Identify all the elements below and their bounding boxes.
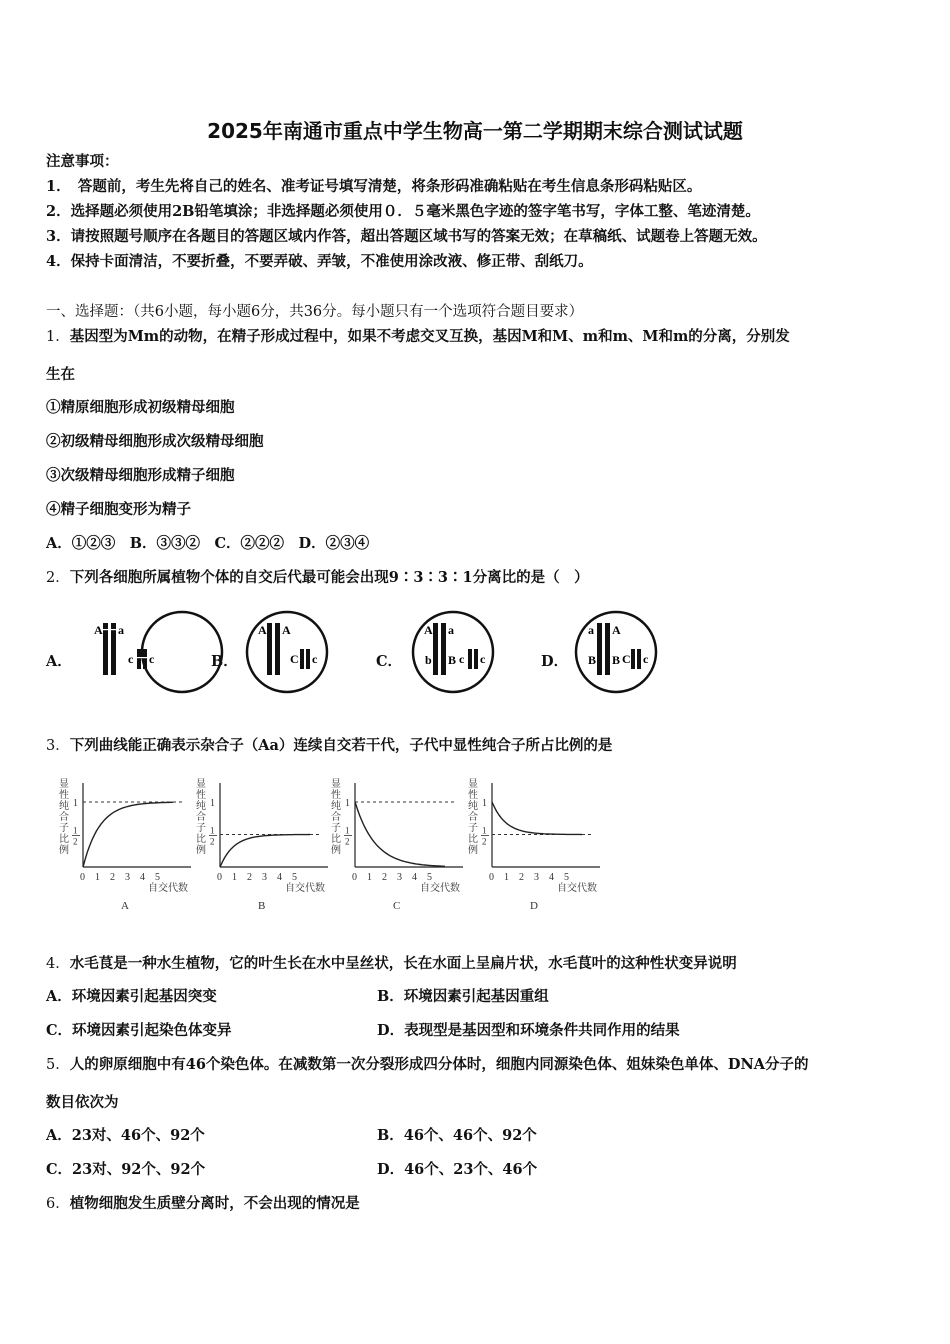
notice-heading: 注意事项： — [46, 153, 119, 170]
x-axis-label: 自交代数 — [420, 883, 460, 894]
y-axis-label: 显 — [196, 779, 206, 790]
y-axis-label: 子 — [331, 823, 341, 834]
y-axis-label: 例 — [468, 845, 478, 856]
q1-item-4: ④精子细胞变形为精子 — [46, 501, 191, 518]
gene-label: A — [282, 623, 291, 637]
y-axis-label: 性 — [59, 790, 69, 801]
curve-line — [220, 835, 310, 868]
question-2 — [46, 569, 589, 587]
q5-option-d: D．46个、23个、46个 — [377, 1161, 538, 1178]
question-3 — [46, 737, 612, 755]
y-tick-label: 2 — [210, 836, 215, 847]
gene-label: C — [622, 652, 631, 666]
y-tick-label: 1 — [73, 798, 78, 809]
gene-label: a — [588, 623, 594, 637]
x-tick-label: 2 — [247, 872, 252, 883]
question-stem: 人的卵原细胞中有46个染色体。在减数第一次分裂形成四分体时，细胞内同源染色体、姐妹染色单体、DNA分子的 — [69, 1056, 809, 1073]
panel-label: B — [258, 900, 266, 912]
y-axis-label: 比 — [468, 834, 478, 845]
q5-option-a: A．23对、46个、92个 — [46, 1127, 205, 1144]
notice-item-3: 3．请按照题号顺序在各题目的答题区域内作答，超出答题区域书写的答案无效；在草稿纸、试题卷上答题无效。 — [46, 228, 767, 245]
gene-label: B — [448, 653, 457, 667]
notice-item-1: 1． 答题前，考生先将自己的姓名、准考证号填写清楚，将条形码准确粘贴在考生信息条形码粘贴区。 — [46, 178, 702, 195]
question-number: 5． — [46, 1057, 70, 1073]
y-axis-label: 显 — [468, 779, 478, 790]
y-tick-label: 1 — [210, 798, 215, 809]
x-tick-label: 2 — [519, 872, 524, 883]
y-axis-label: 纯 — [468, 801, 478, 812]
x-tick-label: 0 — [80, 872, 85, 883]
gene-label: c — [312, 652, 318, 666]
y-axis-label: 合 — [59, 812, 69, 823]
x-tick-label: 0 — [217, 872, 222, 883]
y-axis-label: 合 — [196, 812, 206, 823]
x-tick-label: 5 — [155, 872, 160, 883]
x-tick-label: 2 — [382, 872, 387, 883]
q2-label-d: D． — [541, 653, 569, 670]
gene-label: b — [425, 653, 432, 667]
x-axis-label: 自交代数 — [285, 883, 325, 894]
q5-option-c: C．23对、92个、92个 — [46, 1161, 206, 1178]
question-number: 4． — [46, 956, 70, 972]
y-tick-label: 2 — [345, 836, 350, 847]
question-number: 3． — [46, 738, 70, 754]
y-axis-label: 显 — [331, 779, 341, 790]
question-number: 6． — [46, 1196, 70, 1212]
cell-c — [413, 612, 493, 692]
y-axis-label: 子 — [196, 823, 206, 834]
cell-b — [247, 612, 327, 692]
question-1-stem-cont: 生在 — [46, 366, 75, 383]
x-tick-label: 1 — [95, 872, 100, 883]
y-axis-label: 比 — [196, 834, 206, 845]
x-tick-label: 3 — [125, 872, 130, 883]
y-tick-label: 1 — [482, 798, 487, 809]
y-axis-label: 合 — [468, 812, 478, 823]
y-axis-label: 例 — [331, 845, 341, 856]
y-tick-label: 1 — [210, 825, 215, 836]
q4-option-b: B．环境因素引起基因重组 — [377, 988, 549, 1005]
y-axis-label: 例 — [196, 845, 206, 856]
x-tick-label: 4 — [140, 872, 145, 883]
y-axis-label: 性 — [468, 790, 478, 801]
q1-options: A．①②③ B．③③② C．②②② D．②③④ — [46, 535, 370, 552]
x-axis-label: 自交代数 — [148, 883, 188, 894]
gene-label: A — [612, 623, 621, 637]
y-axis-label: 比 — [59, 834, 69, 845]
gene-label: c — [149, 652, 155, 666]
x-tick-label: 5 — [427, 872, 432, 883]
x-tick-label: 4 — [277, 872, 282, 883]
q4-option-d: D．表现型是基因型和环境条件共同作用的结果 — [377, 1022, 680, 1039]
question-number: 2． — [46, 570, 70, 586]
y-axis-label: 纯 — [196, 801, 206, 812]
panel-label: D — [530, 900, 538, 912]
gene-label: a — [448, 623, 454, 637]
curve-graphs — [55, 775, 615, 915]
gene-label: C — [290, 652, 299, 666]
section-heading: 一、选择题：（共6小题，每小题6分，共36分。每小题只有一个选项符合题目要求） — [46, 304, 584, 320]
y-axis-label: 性 — [331, 790, 341, 801]
q2-label-c: C． — [376, 653, 403, 670]
q4-option-a: A．环境因素引起基因突变 — [46, 988, 217, 1005]
gene-label: c — [459, 652, 465, 666]
x-tick-label: 1 — [232, 872, 237, 883]
page-title: 2025年南通市重点中学生物高一第二学期期末综合测试试题 — [207, 119, 743, 143]
y-tick-label: 2 — [482, 836, 487, 847]
cell-a — [94, 612, 222, 692]
notice-item-2: 2．选择题必须使用2B铅笔填涂；非选择题必须使用０．５毫米黑色字迹的签字笔书写，字体工整、笔迹清楚。 — [46, 203, 760, 220]
question-stem: 下列曲线能正确表示杂合子（Aa）连续自交若干代，子代中显性纯合子所占比例的是 — [69, 737, 613, 754]
q1-item-1: ①精原细胞形成初级精母细胞 — [46, 399, 235, 416]
cell-diagrams — [60, 605, 680, 695]
y-axis-label: 纯 — [59, 801, 69, 812]
x-tick-label: 4 — [549, 872, 554, 883]
y-axis-label: 纯 — [331, 801, 341, 812]
y-axis-label: 子 — [468, 823, 478, 834]
x-tick-label: 3 — [397, 872, 402, 883]
y-tick-label: 2 — [73, 836, 78, 847]
curve-line — [83, 802, 173, 867]
x-tick-label: 1 — [367, 872, 372, 883]
x-tick-label: 3 — [262, 872, 267, 883]
x-axis-label: 自交代数 — [557, 883, 597, 894]
q2-label-a: A． — [46, 653, 72, 670]
panel-label: A — [121, 900, 129, 912]
x-tick-label: 5 — [564, 872, 569, 883]
q1-item-3: ③次级精母细胞形成精子细胞 — [46, 467, 235, 484]
y-tick-label: 1 — [345, 798, 350, 809]
x-tick-label: 0 — [489, 872, 494, 883]
x-tick-label: 1 — [504, 872, 509, 883]
question-1 — [46, 328, 790, 346]
gene-label: A — [424, 623, 433, 637]
gene-label: c — [128, 652, 134, 666]
x-tick-label: 5 — [292, 872, 297, 883]
gene-label: A — [258, 623, 267, 637]
y-axis-label: 性 — [196, 790, 206, 801]
cell-d — [576, 612, 656, 692]
curve-line — [492, 802, 582, 835]
q1-item-2: ②初级精母细胞形成次级精母细胞 — [46, 433, 264, 450]
y-tick-label: 1 — [73, 825, 78, 836]
x-tick-label: 2 — [110, 872, 115, 883]
y-tick-label: 1 — [345, 825, 350, 836]
q4-option-c: C．环境因素引起染色体变异 — [46, 1022, 232, 1039]
question-stem: 下列各细胞所属植物个体的自交后代最可能会出现9∶3∶3∶1分离比的是（ ） — [69, 569, 589, 586]
gene-label: B — [612, 653, 621, 667]
gene-label: c — [480, 652, 486, 666]
notice-item-4: 4．保持卡面清洁，不要折叠，不要弄破、弄皱，不准使用涂改液、修正带、刮纸刀。 — [46, 253, 593, 270]
q5-option-b: B．46个、46个、92个 — [377, 1127, 537, 1144]
q2-label-b: B． — [211, 653, 238, 670]
y-axis-label: 子 — [59, 823, 69, 834]
gene-label: A — [94, 623, 103, 637]
x-tick-label: 0 — [352, 872, 357, 883]
y-axis-label: 例 — [59, 845, 69, 856]
gene-label: a — [118, 623, 124, 637]
question-number: 1． — [46, 329, 70, 345]
x-tick-label: 4 — [412, 872, 417, 883]
y-axis-label: 合 — [331, 812, 341, 823]
gene-label: B — [588, 653, 597, 667]
curve-line — [355, 802, 445, 866]
y-axis-label: 显 — [59, 779, 69, 790]
y-tick-label: 1 — [482, 825, 487, 836]
question-stem: 基因型为Mm的动物，在精子形成过程中，如果不考虑交叉互换，基因M和M、m和m、M和m的分离，分别发 — [69, 328, 790, 345]
question-5 — [46, 1056, 809, 1074]
question-stem: 植物细胞发生质壁分离时，不会出现的情况是 — [69, 1195, 360, 1212]
gene-label: c — [643, 652, 649, 666]
y-axis-label: 比 — [331, 834, 341, 845]
question-stem: 水毛茛是一种水生植物，它的叶生长在水中呈丝状，长在水面上呈扁片状，水毛茛叶的这种性状变异说明 — [69, 955, 737, 972]
question-6 — [46, 1195, 360, 1213]
question-4 — [46, 955, 737, 973]
question-5-stem-cont: 数目依次为 — [46, 1094, 119, 1111]
panel-label: C — [393, 900, 401, 912]
x-tick-label: 3 — [534, 872, 539, 883]
